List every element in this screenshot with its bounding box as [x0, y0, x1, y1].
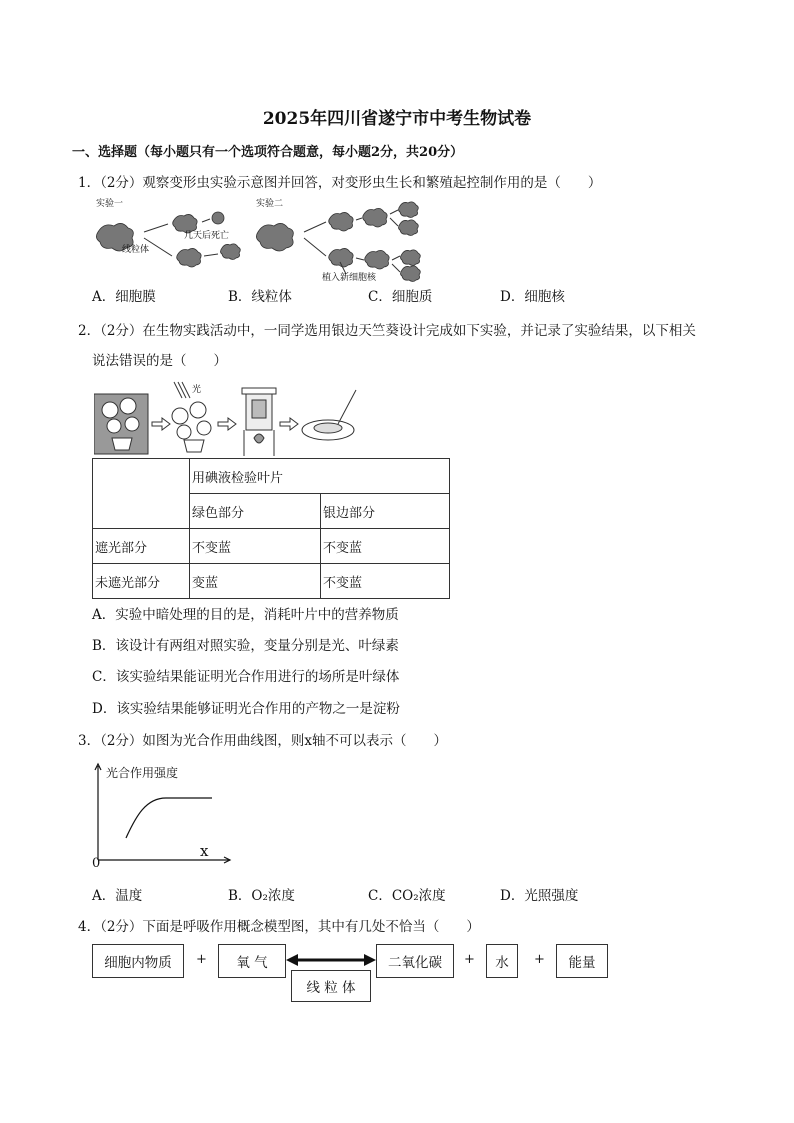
dead-amoeba [212, 212, 224, 224]
amoeba-shape [365, 250, 389, 269]
amoeba-shape [256, 223, 293, 251]
light-label: 光 [192, 385, 202, 395]
q3-option-d[interactable]: D．光照强度 [500, 888, 579, 904]
table-cell: 不变蓝 [321, 564, 450, 599]
table-row-label: 未遮光部分 [93, 564, 190, 599]
amoeba-shape [329, 212, 353, 231]
q3-option-b[interactable]: B．O₂浓度 [228, 888, 295, 904]
plus-sign: + [534, 952, 545, 967]
q3-option-a[interactable]: A．温度 [92, 888, 143, 904]
q1-option-c[interactable]: C．细胞质 [368, 289, 433, 305]
table-col-green: 绿色部分 [190, 494, 321, 529]
section-heading: 一、选择题（每小题只有一个选项符合题意，每小题2分，共20分） [72, 145, 464, 160]
q1-option-b[interactable]: B．线粒体 [228, 289, 292, 305]
question-2-stem-line1: 2．（2分）在生物实践活动中，一同学选用银边天竺葵设计完成如下实验，并记录了实验结果，以下相关 [78, 323, 696, 339]
question-2-stem-line2: 说法错误的是（ ） [92, 353, 227, 369]
graph-y-label: 光合作用强度 [106, 766, 179, 780]
amoeba-shape [399, 220, 419, 236]
dead-label: 几天后死亡 [184, 231, 230, 241]
question-4-stem: 4．（2分）下面是呼吸作用概念模型图，其中有几处不恰当（ ） [78, 919, 480, 935]
table-row [93, 459, 450, 494]
q1-option-d[interactable]: D．细胞核 [500, 289, 565, 305]
table-cell: 不变蓝 [190, 529, 321, 564]
q2-option-b[interactable]: B．该设计有两组对照实验，变量分别是光、叶绿素 [92, 638, 399, 654]
table-corner-cell [93, 459, 190, 529]
geranium-experiment-figure [94, 380, 394, 460]
results-table [92, 458, 450, 599]
question-1-stem: 1．（2分）观察变形虫实验示意图并回答，对变形虫生长和繁殖起控制作用的是（ ） [78, 175, 602, 191]
concept-box-oxygen: 氧 气 [218, 944, 286, 978]
table-row [93, 564, 450, 599]
q2-option-c[interactable]: C．该实验结果能证明光合作用进行的场所是叶绿体 [92, 669, 400, 685]
amoeba-shape [177, 248, 201, 267]
amoeba-experiment-figure [90, 196, 450, 286]
table-row [93, 529, 450, 564]
plus-sign: + [196, 952, 207, 967]
q1-option-a[interactable]: A．细胞膜 [92, 289, 156, 305]
concept-box-cell-substance: 细胞内物质 [92, 944, 184, 978]
table-row-label: 遮光部分 [93, 529, 190, 564]
graph-x-label: x [200, 842, 209, 860]
double-arrow-icon [286, 952, 376, 968]
concept-box-water: 水 [486, 944, 518, 978]
mito-label: 线粒体 [122, 245, 150, 255]
table-col-silver: 银边部分 [321, 494, 450, 529]
graph-origin-label: 0 [92, 856, 101, 871]
curve-line [126, 798, 212, 838]
concept-box-co2: 二氧化碳 [376, 944, 454, 978]
plus-sign: + [464, 952, 475, 967]
amoeba-shape [401, 266, 421, 282]
table-header-cell: 用碘液检验叶片 [190, 459, 450, 494]
concept-box-energy: 能量 [556, 944, 608, 978]
amoeba-shape [363, 208, 387, 227]
page-title: 2025年四川省遂宁市中考生物试卷 [262, 109, 532, 129]
table-cell: 变蓝 [190, 564, 321, 599]
table-cell: 不变蓝 [321, 529, 450, 564]
exp2-label: 实验二 [256, 199, 284, 209]
concept-box-mitochondria: 线 粒 体 [291, 970, 371, 1002]
amoeba-shape [401, 250, 421, 266]
q2-option-d[interactable]: D．该实验结果能够证明光合作用的产物之一是淀粉 [92, 701, 400, 717]
question-3-stem: 3．（2分）如图为光合作用曲线图，则x轴不可以表示（ ） [78, 733, 448, 749]
amoeba-shape [399, 202, 419, 218]
q3-option-c[interactable]: C．CO₂浓度 [368, 888, 446, 904]
amoeba-shape [221, 244, 241, 260]
q2-option-a[interactable]: A．实验中暗处理的目的是，消耗叶片中的营养物质 [92, 607, 399, 623]
nucleus-label: 植入新细胞核 [322, 273, 377, 283]
exp1-label: 实验一 [96, 199, 124, 209]
